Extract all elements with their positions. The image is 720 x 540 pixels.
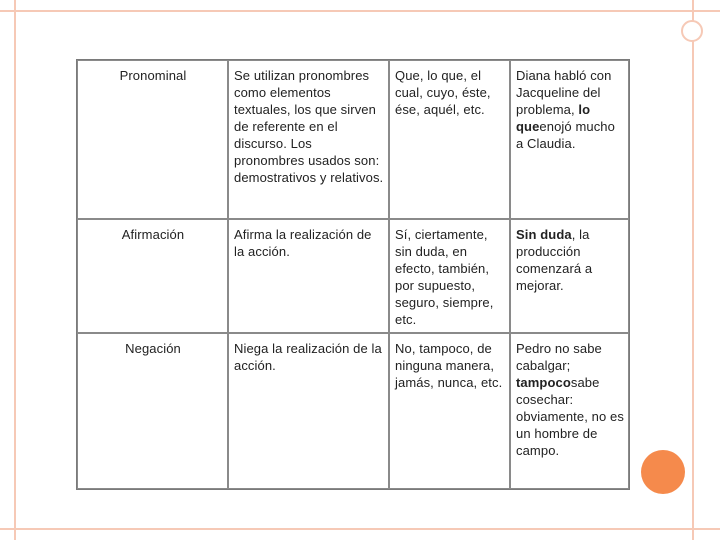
table-row bbox=[77, 333, 629, 489]
term-cell: Pronominal bbox=[77, 60, 228, 219]
frame-border-right bbox=[692, 0, 694, 540]
frame-border-bottom bbox=[0, 528, 720, 530]
example-text: Pedro no sabe cabalgar; bbox=[516, 341, 602, 373]
term-cell: Afirmación bbox=[77, 219, 228, 333]
example-sentence-cell bbox=[510, 60, 629, 219]
decorative-circle bbox=[641, 450, 685, 494]
example-sentence-cell bbox=[510, 333, 629, 489]
example-highlight: Sin duda bbox=[516, 227, 572, 242]
example-highlight: tampoco bbox=[516, 375, 571, 390]
definition-cell: Se utilizan pronombres como elementos textuales, los que sirven de referente en el discurso. Los pronombres usados son: demostrativos y relativos. bbox=[228, 60, 389, 219]
examples-cell: Sí, ciertamente, sin duda, en efecto, también, por supuesto, seguro, siempre, etc. bbox=[389, 219, 510, 333]
example-text: Diana habló con Jacqueline del problema, bbox=[516, 68, 612, 117]
table-row bbox=[77, 219, 629, 333]
frame-border-top bbox=[0, 10, 720, 12]
example-text: enojó mucho a Claudia. bbox=[516, 119, 615, 151]
frame-border-left bbox=[14, 0, 16, 540]
example-highlight: lo que bbox=[516, 102, 591, 134]
example-text: , la producción comenzará a mejorar. bbox=[516, 227, 593, 293]
example-sentence-cell bbox=[510, 219, 629, 333]
term-cell: Negación bbox=[77, 333, 228, 489]
example-text: sabe cosechar: obviamente, no es un hombre de campo. bbox=[516, 375, 624, 458]
examples-cell: No, tampoco, de ninguna manera, jamás, nunca, etc. bbox=[389, 333, 510, 489]
definition-cell: Niega la realización de la acción. bbox=[228, 333, 389, 489]
examples-cell: Que, lo que, el cual, cuyo, éste, ése, aquél, etc. bbox=[389, 60, 510, 219]
table-row bbox=[77, 60, 629, 219]
definition-cell: Afirma la realización de la acción. bbox=[228, 219, 389, 333]
decorative-ring bbox=[681, 20, 703, 42]
connectors-table bbox=[76, 59, 630, 490]
